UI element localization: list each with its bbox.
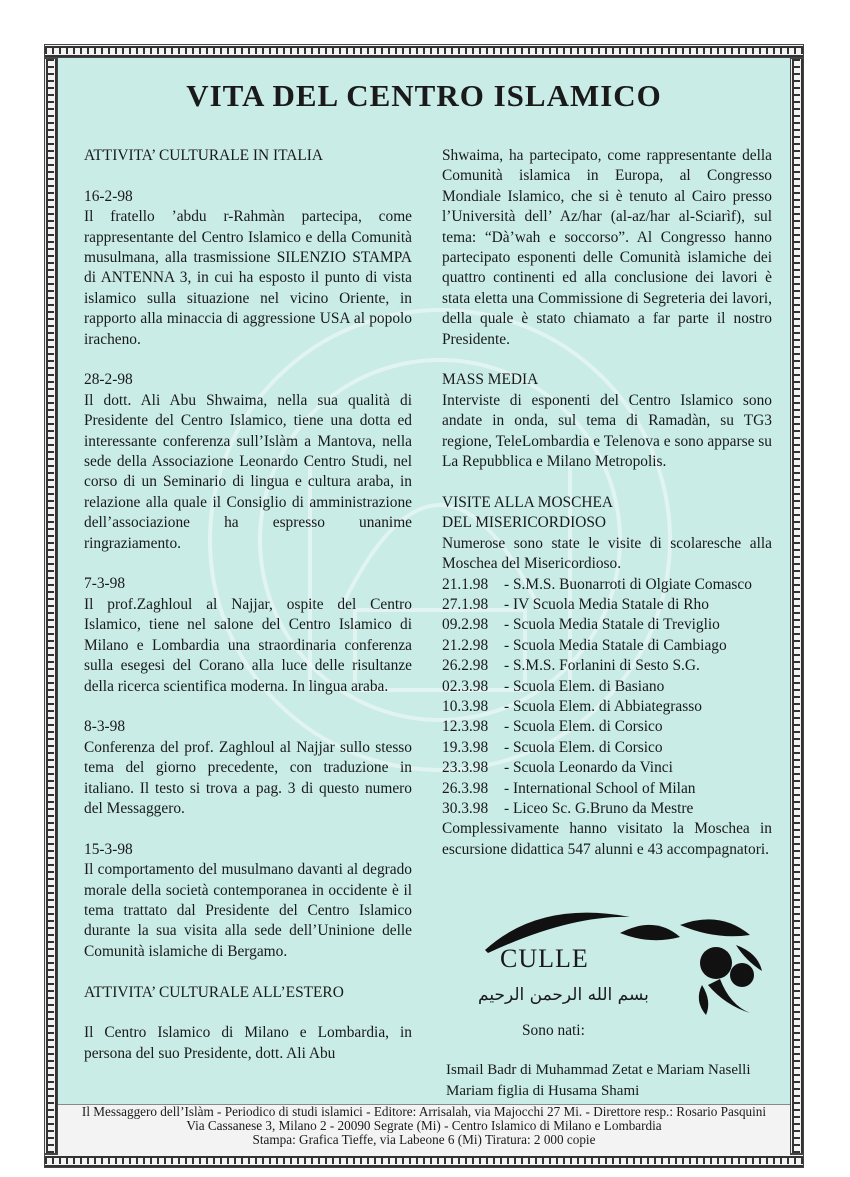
- colophon-footer: [58, 1104, 790, 1155]
- entry-date: 7-3-98: [84, 575, 126, 593]
- entry-date: 28-2-98: [84, 371, 133, 389]
- visit-date: 21.1.98: [442, 575, 489, 593]
- section-heading-italia: ATTIVITA’ CULTURALE IN ITALIA: [84, 147, 324, 164]
- continuation-text: Shwaima, ha partecipato, come rappresentante della Comunità islamica in Europa, al Congresso Mondiale Islamico, che si è tenuto al Cairo presso l’Università dell’ Az/har (al-az/har al-Sciarìf), sul tema: “Dà’wah e soccorso”. Al Congresso hanno partecipato esponenti delle Comunità islamiche dei quattro continenti ed alla conclusione dei lavori è stata eletta una Commissione di Segreteria dei lavori, della quale è stato chiamato a far parte il nostro Presidente.: [442, 147, 772, 348]
- section-heading-estero: ATTIVITA’ CULTURALE ALL’ESTERO: [84, 983, 344, 1001]
- list-item: [442, 799, 772, 819]
- list-item: [442, 636, 772, 656]
- footer-line: Via Cassanese 3, Milano 2 - 20090 Segrate (Mi) - Centro Islamico di Milano e Lombardia: [186, 1118, 662, 1133]
- visit-school: - Scuola Elem. di Basiano: [504, 677, 665, 695]
- entry-text: Il fratello ’abdu r-Rahmàn partecipa, come rappresentante del Centro Islamico e della Comunità musulmana, alla trasmissione SILENZIO STAMPA di ANTENNA 3, in cui ha esposto il punto di vista islamico sulla situazione nel vicino Oriente, in rapporto alla minaccia di aggressione USA al popolo iracheno.: [84, 208, 412, 348]
- visit-school: - IV Scuola Media Statale di Rho: [504, 595, 709, 613]
- visits-summary: Complessivamente hanno visitato la Moschea in escursione didattica 547 alunni e 43 accompagnatori.: [442, 820, 772, 858]
- sono-nati-label: Sono nati:: [522, 1022, 585, 1039]
- entry-text: Il prof.Zaghloul al Najjar, ospite del Centro Islamico, tiene nel salone del Centro Islamico di Milano e Lombardia una straordinaria conferenza sulla esegesi del Corano alla luce delle risultanze della ricerca scientifica moderna. In lingua araba.: [84, 595, 412, 695]
- visit-date: 19.3.98: [442, 738, 489, 756]
- list-item: [442, 575, 772, 595]
- list-item: Ismail Badr di Muhammad Zetat e Mariam Naselli: [446, 1062, 751, 1078]
- visit-date: 30.3.98: [442, 799, 489, 817]
- top-greek-border: [44, 44, 804, 58]
- entry-text: Il Centro Islamico di Milano e Lombardia, in persona del suo Presidente, dott. Ali Abu: [84, 1024, 412, 1062]
- right-greek-border: [790, 58, 804, 1154]
- list-item: [442, 738, 772, 758]
- list-item: [442, 758, 772, 778]
- list-item: [442, 615, 772, 635]
- visit-school: - Scuola Elem. di Abbiategrasso: [504, 697, 702, 715]
- list-item: [442, 697, 772, 717]
- page-title: VITA DEL CENTRO ISLAMICO: [186, 78, 662, 113]
- visit-school: - S.M.S. Forlanini di Sesto S.G.: [504, 657, 700, 675]
- visit-date: 26.2.98: [442, 657, 489, 675]
- visits-heading: VISITE ALLA MOSCHEA: [442, 493, 614, 511]
- visit-school: - Scuola Media Statale di Treviglio: [504, 616, 720, 634]
- visit-school: - Scuola Leonardo da Vinci: [504, 759, 673, 777]
- visit-date: 26.3.98: [442, 779, 489, 797]
- visit-date: 27.1.98: [442, 595, 489, 613]
- visits-heading: DEL MISERICORDIOSO: [442, 514, 607, 532]
- mass-media-text: Interviste di esponenti del Centro Islamico sono andate in onda, sul tema di Ramadàn, su TG3 regione, TeleLombardia e Telenova e sono apparse su La Repubblica e Milano Metropolis.: [442, 391, 772, 471]
- culle-title: CULLE: [500, 944, 589, 973]
- footer-line: Stampa: Grafica Tieffe, via Labeone 6 (Mi) Tiratura: 2 000 copie: [252, 1132, 596, 1147]
- births-list: [446, 1060, 786, 1101]
- left-column: [84, 146, 412, 1064]
- visits-list: [442, 575, 772, 820]
- entry-text: Il dott. Ali Abu Shwaima, nella sua qualità di Presidente del Centro Islamico, tiene una dotta ed interessante conferenza sull’Islàm a Mantova, nella sede della Associazione Leonardo Centro Studi, nel corso di un Seminario di lingua e cultura araba, in relazione alla quale il Consiglio di amministrazione dell’associazione ha espresso unanime ringraziamento.: [84, 391, 412, 552]
- list-item: [442, 595, 772, 615]
- list-item: [442, 677, 772, 697]
- visit-date: 02.3.98: [442, 677, 489, 695]
- visit-school: - S.M.S. Buonarroti di Olgiate Comasco: [504, 575, 752, 593]
- list-item: Mariam figlia di Husama Shami: [446, 1082, 640, 1099]
- mass-media-heading: MASS MEDIA: [442, 371, 539, 389]
- basmala-calligraphy: بسم الله الرحمن الرحيم: [478, 985, 649, 1005]
- visits-intro: Numerose sono state le visite di scolaresche alla Moschea del Misericordioso.: [442, 534, 772, 573]
- visit-school: - International School of Milan: [504, 779, 696, 797]
- footer-line: Il Messaggero dell’Islàm - Periodico di studi islamici - Editore: Arrisalah, via Majocchi 27 Mi. - Direttore resp.: Rosario Pasquini: [81, 1104, 767, 1119]
- list-item: [442, 717, 772, 737]
- visit-school: - Liceo Sc. G.Bruno da Mestre: [504, 799, 694, 817]
- entry-text: Il comportamento del musulmano davanti al degrado morale della società contemporanea in occidente è il tema trattato dal Presidente del Centro Islamico durante la sua visita alla sede dell’Uninione delle Comunità islamiche di Bergamo.: [84, 861, 412, 960]
- visit-date: 12.3.98: [442, 718, 489, 736]
- visit-school: - Scuola Media Statale di Cambiago: [504, 636, 727, 654]
- visit-date: 23.3.98: [442, 759, 489, 777]
- visit-date: 10.3.98: [442, 697, 489, 715]
- right-column: [442, 146, 772, 860]
- visit-date: 21.2.98: [442, 636, 489, 654]
- entry-date: 8-3-98: [84, 718, 126, 736]
- entry-date: 16-2-98: [84, 187, 133, 205]
- entry-date: 15-3-98: [84, 840, 133, 858]
- entry-text: Conferenza del prof. Zaghloul al Najjar sullo stesso tema del giorno precedente, con traduzione in italiano. Il testo si trova a pag. 3 di questo numero del Messaggero.: [84, 738, 412, 817]
- list-item: [442, 656, 772, 676]
- bottom-greek-border: [44, 1154, 804, 1168]
- list-item: [442, 779, 772, 799]
- visit-school: - Scuola Elem. di Corsico: [504, 718, 663, 736]
- left-greek-border: [44, 58, 58, 1154]
- visit-school: - Scuola Elem. di Corsico: [504, 738, 663, 756]
- visit-date: 09.2.98: [442, 616, 489, 634]
